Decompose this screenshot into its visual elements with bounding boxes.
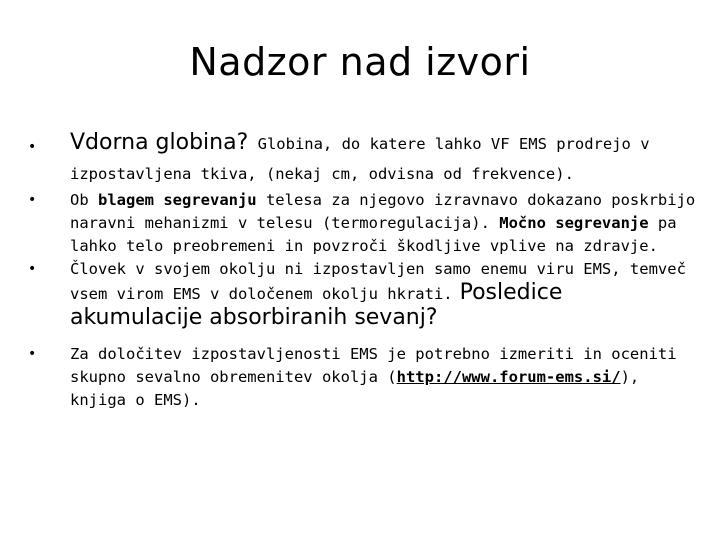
- bullet-text: Ob: [70, 191, 98, 209]
- bullet-item: [28, 189, 700, 258]
- bullet-item: [28, 343, 700, 412]
- bullet-text: Globina, do katere lahko VF EMS prodrejo v izpostavljena tkiva, (nekaj cm, odvisna od frekvence).: [70, 135, 650, 183]
- bullet-item: [28, 258, 700, 331]
- forum-ems-link[interactable]: http://www.forum-ems.si/: [396, 368, 621, 386]
- bullet-bold-text: blagem segrevanju: [98, 191, 257, 209]
- bullet-text: ), knjiga o EMS).: [70, 368, 640, 409]
- bullet-dot-icon: •: [28, 192, 37, 208]
- bullet-text: pa lahko telo preobremeni in povzroči škodljive vplive na zdravje.: [70, 214, 677, 255]
- bullet-dot-icon: •: [28, 346, 37, 362]
- bullet-dot-icon: •: [28, 261, 37, 277]
- bullet-item: [28, 128, 700, 189]
- bullet-bold-text: Močno segrevanje: [499, 214, 649, 232]
- bullet-text: Človek v svojem okolju ni izpostavljen samo enemu viru EMS, temveč vsem virom EMS v določenem okolju hkrati.: [70, 260, 686, 303]
- bullet-big-question: Posledice akumulacije absorbiranih sevanj?: [70, 280, 563, 330]
- bullet-lead-question: Vdorna globina?: [70, 130, 249, 155]
- bullet-dot-icon: •: [28, 139, 37, 155]
- bullet-text: telesa za njegovo izravnavo dokazano poskrbijo naravni mehanizmi v telesu (termoregulacija).: [70, 191, 696, 232]
- bullet-text: Za določitev izpostavljenosti EMS je potrebno izmeriti in oceniti skupno sevalno obremenitev okolja (: [70, 345, 677, 386]
- slide-title: Nadzor nad izvori: [189, 40, 531, 84]
- bullet-list: [28, 128, 700, 412]
